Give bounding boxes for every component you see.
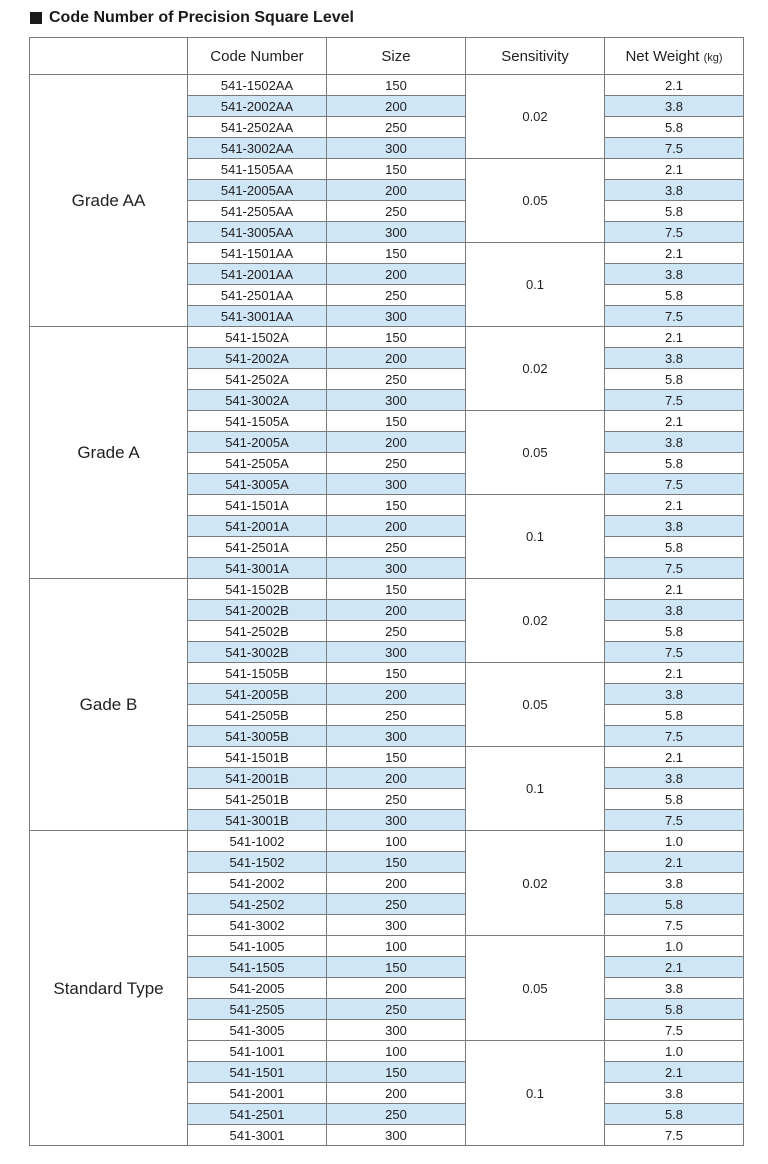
size-cell: 250 (327, 789, 466, 810)
size-cell: 200 (327, 978, 466, 999)
code-number-cell: 541-2505 (188, 999, 327, 1020)
net-weight-cell: 3.8 (605, 96, 744, 117)
code-number-cell: 541-1505 (188, 957, 327, 978)
code-number-cell: 541-2505B (188, 705, 327, 726)
size-cell: 200 (327, 432, 466, 453)
code-number-cell: 541-2001A (188, 516, 327, 537)
net-weight-cell: 3.8 (605, 264, 744, 285)
size-cell: 300 (327, 1020, 466, 1041)
net-weight-cell: 5.8 (605, 285, 744, 306)
size-cell: 300 (327, 1125, 466, 1146)
size-cell: 150 (327, 411, 466, 432)
code-number-cell: 541-1002 (188, 831, 327, 852)
size-cell: 250 (327, 285, 466, 306)
net-weight-cell: 5.8 (605, 369, 744, 390)
net-weight-cell: 1.0 (605, 1041, 744, 1062)
net-weight-cell: 7.5 (605, 1125, 744, 1146)
net-weight-cell: 7.5 (605, 915, 744, 936)
size-cell: 250 (327, 705, 466, 726)
code-number-cell: 541-2505A (188, 453, 327, 474)
net-weight-cell: 5.8 (605, 201, 744, 222)
net-weight-cell: 7.5 (605, 1020, 744, 1041)
code-number-cell: 541-1501A (188, 495, 327, 516)
code-number-cell: 541-2002A (188, 348, 327, 369)
code-number-cell: 541-1502A (188, 327, 327, 348)
net-weight-cell: 3.8 (605, 978, 744, 999)
size-cell: 300 (327, 138, 466, 159)
code-number-cell: 541-2501B (188, 789, 327, 810)
code-number-header: Code Number (188, 38, 327, 75)
net-weight-cell: 7.5 (605, 810, 744, 831)
sensitivity-cell: 0.1 (466, 747, 605, 831)
net-weight-cell: 7.5 (605, 642, 744, 663)
code-number-cell: 541-3005A (188, 474, 327, 495)
code-number-cell: 541-2502A (188, 369, 327, 390)
size-cell: 150 (327, 852, 466, 873)
code-number-cell: 541-1501AA (188, 243, 327, 264)
sensitivity-cell: 0.1 (466, 243, 605, 327)
size-cell: 100 (327, 831, 466, 852)
sensitivity-cell: 0.05 (466, 936, 605, 1041)
size-cell: 300 (327, 222, 466, 243)
code-number-cell: 541-2001B (188, 768, 327, 789)
size-cell: 250 (327, 621, 466, 642)
net-weight-cell: 7.5 (605, 138, 744, 159)
square-bullet-icon (30, 12, 42, 24)
code-number-cell: 541-1505B (188, 663, 327, 684)
code-number-cell: 541-2501AA (188, 285, 327, 306)
size-cell: 250 (327, 894, 466, 915)
net-weight-cell: 7.5 (605, 558, 744, 579)
net-weight-cell: 2.1 (605, 957, 744, 978)
net-weight-cell: 2.1 (605, 75, 744, 96)
table-row (30, 327, 744, 348)
net-weight-cell: 7.5 (605, 726, 744, 747)
size-cell: 300 (327, 306, 466, 327)
net-weight-cell: 3.8 (605, 1083, 744, 1104)
size-cell: 200 (327, 768, 466, 789)
code-number-cell: 541-3005B (188, 726, 327, 747)
net-weight-cell: 2.1 (605, 159, 744, 180)
size-cell: 200 (327, 600, 466, 621)
sensitivity-cell: 0.1 (466, 1041, 605, 1146)
code-number-cell: 541-2005AA (188, 180, 327, 201)
net-weight-cell: 5.8 (605, 537, 744, 558)
size-cell: 200 (327, 873, 466, 894)
size-cell: 200 (327, 264, 466, 285)
code-number-cell: 541-2502AA (188, 117, 327, 138)
net-weight-cell: 5.8 (605, 999, 744, 1020)
code-number-cell: 541-3005AA (188, 222, 327, 243)
size-cell: 150 (327, 75, 466, 96)
size-cell: 100 (327, 936, 466, 957)
grade-cell: Grade A (30, 327, 188, 579)
net-weight-cell: 5.8 (605, 894, 744, 915)
table-row (30, 831, 744, 852)
net-weight-cell: 2.1 (605, 1062, 744, 1083)
code-number-cell: 541-1502B (188, 579, 327, 600)
net-weight-cell: 5.8 (605, 453, 744, 474)
size-cell: 250 (327, 117, 466, 138)
size-cell: 250 (327, 1104, 466, 1125)
code-number-cell: 541-1501B (188, 747, 327, 768)
size-cell: 200 (327, 180, 466, 201)
size-cell: 250 (327, 369, 466, 390)
code-number-cell: 541-2002AA (188, 96, 327, 117)
net-weight-cell: 2.1 (605, 663, 744, 684)
code-number-cell: 541-2002 (188, 873, 327, 894)
net-weight-cell: 5.8 (605, 621, 744, 642)
sensitivity-header: Sensitivity (466, 38, 605, 75)
net-weight-cell: 7.5 (605, 306, 744, 327)
size-cell: 300 (327, 390, 466, 411)
table-header-row (30, 38, 744, 75)
code-number-cell: 541-2501 (188, 1104, 327, 1125)
code-number-cell: 541-2001AA (188, 264, 327, 285)
net-weight-cell: 3.8 (605, 516, 744, 537)
code-number-cell: 541-3001B (188, 810, 327, 831)
sensitivity-cell: 0.05 (466, 159, 605, 243)
code-number-cell: 541-2005B (188, 684, 327, 705)
size-cell: 250 (327, 999, 466, 1020)
code-number-cell: 541-3005 (188, 1020, 327, 1041)
size-cell: 150 (327, 957, 466, 978)
size-cell: 150 (327, 243, 466, 264)
net-weight-cell: 5.8 (605, 117, 744, 138)
net-weight-cell: 2.1 (605, 495, 744, 516)
size-cell: 150 (327, 327, 466, 348)
size-cell: 300 (327, 915, 466, 936)
code-number-cell: 541-1005 (188, 936, 327, 957)
table-title (30, 6, 354, 30)
grade-cell: Standard Type (30, 831, 188, 1146)
size-cell: 250 (327, 453, 466, 474)
code-number-cell: 541-2001 (188, 1083, 327, 1104)
code-number-cell: 541-3002AA (188, 138, 327, 159)
grade-cell: Grade AA (30, 75, 188, 327)
table-body (30, 75, 744, 1146)
size-cell: 200 (327, 96, 466, 117)
net-weight-cell: 3.8 (605, 348, 744, 369)
net-weight-cell: 2.1 (605, 327, 744, 348)
code-number-cell: 541-2501A (188, 537, 327, 558)
sensitivity-cell: 0.1 (466, 495, 605, 579)
net-weight-cell: 3.8 (605, 684, 744, 705)
code-number-cell: 541-3002A (188, 390, 327, 411)
size-cell: 150 (327, 1062, 466, 1083)
code-number-cell: 541-3002B (188, 642, 327, 663)
sensitivity-cell: 0.02 (466, 75, 605, 159)
size-cell: 250 (327, 537, 466, 558)
size-cell: 150 (327, 663, 466, 684)
code-number-cell: 541-1505A (188, 411, 327, 432)
net-weight-cell: 1.0 (605, 936, 744, 957)
size-cell: 300 (327, 474, 466, 495)
size-cell: 300 (327, 642, 466, 663)
size-cell: 200 (327, 348, 466, 369)
table-row (30, 579, 744, 600)
code-number-cell: 541-2502 (188, 894, 327, 915)
code-number-cell: 541-2005 (188, 978, 327, 999)
net-weight-cell: 2.1 (605, 852, 744, 873)
code-number-cell: 541-3001AA (188, 306, 327, 327)
code-number-cell: 541-1001 (188, 1041, 327, 1062)
size-cell: 300 (327, 810, 466, 831)
code-number-cell: 541-2002B (188, 600, 327, 621)
code-number-cell: 541-2505AA (188, 201, 327, 222)
table-title-text: Code Number of Precision Square Level (49, 9, 354, 26)
net-weight-cell: 2.1 (605, 579, 744, 600)
net-weight-unit: (kg) (703, 51, 723, 64)
net-weight-cell: 7.5 (605, 474, 744, 495)
net-weight-cell: 5.8 (605, 705, 744, 726)
net-weight-cell: 5.8 (605, 1104, 744, 1125)
net-weight-cell: 2.1 (605, 747, 744, 768)
net-weight-cell: 3.8 (605, 432, 744, 453)
size-cell: 300 (327, 726, 466, 747)
grade-header (30, 38, 188, 75)
size-cell: 150 (327, 495, 466, 516)
grade-cell: Gade B (30, 579, 188, 831)
sensitivity-cell: 0.02 (466, 831, 605, 936)
size-cell: 150 (327, 747, 466, 768)
code-number-cell: 541-2005A (188, 432, 327, 453)
net-weight-cell: 2.1 (605, 411, 744, 432)
table-row (30, 75, 744, 96)
net-weight-cell: 3.8 (605, 768, 744, 789)
size-cell: 300 (327, 558, 466, 579)
code-number-cell: 541-1501 (188, 1062, 327, 1083)
sensitivity-cell: 0.02 (466, 579, 605, 663)
size-header: Size (327, 38, 466, 75)
code-number-table (29, 37, 744, 1146)
sensitivity-cell: 0.05 (466, 663, 605, 747)
sensitivity-cell: 0.02 (466, 327, 605, 411)
net-weight-cell: 5.8 (605, 789, 744, 810)
net-weight-cell: 7.5 (605, 222, 744, 243)
net-weight-cell: 2.1 (605, 243, 744, 264)
net-weight-cell: 3.8 (605, 600, 744, 621)
code-number-cell: 541-1502 (188, 852, 327, 873)
net-weight-header (605, 38, 744, 75)
net-weight-cell: 7.5 (605, 390, 744, 411)
net-weight-cell: 1.0 (605, 831, 744, 852)
size-cell: 100 (327, 1041, 466, 1062)
sensitivity-cell: 0.05 (466, 411, 605, 495)
code-number-cell: 541-2502B (188, 621, 327, 642)
code-number-cell: 541-3002 (188, 915, 327, 936)
code-number-cell: 541-1502AA (188, 75, 327, 96)
size-cell: 200 (327, 516, 466, 537)
net-weight-label: Net Weight (625, 47, 704, 65)
size-cell: 150 (327, 579, 466, 600)
net-weight-cell: 3.8 (605, 873, 744, 894)
size-cell: 250 (327, 201, 466, 222)
net-weight-cell: 3.8 (605, 180, 744, 201)
code-number-cell: 541-3001A (188, 558, 327, 579)
code-number-cell: 541-3001 (188, 1125, 327, 1146)
size-cell: 200 (327, 684, 466, 705)
code-number-cell: 541-1505AA (188, 159, 327, 180)
size-cell: 150 (327, 159, 466, 180)
size-cell: 200 (327, 1083, 466, 1104)
